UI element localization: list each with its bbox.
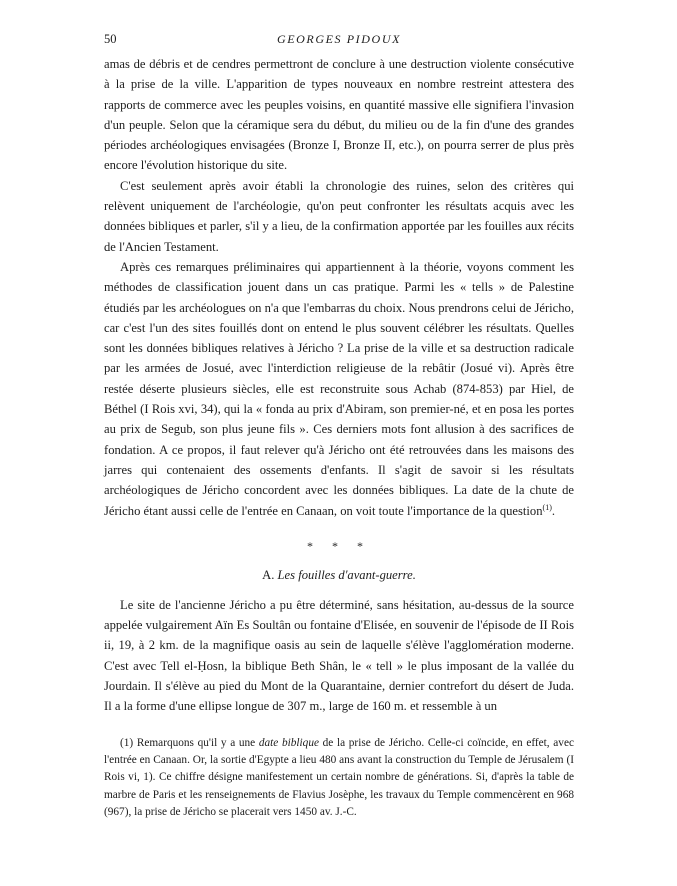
- section-title: Les fouilles d'avant-guerre.: [277, 567, 416, 582]
- page-header: [104, 32, 574, 54]
- footnote-marker: (1): [120, 736, 134, 749]
- paragraph-4: Le site de l'ancienne Jéricho a pu être déterminé, sans hésitation, au-dessus de la source appelée vulgairement Aïn Es Soultân ou fontaine d'Elisée, en souvenir de l'épisode de II Rois ii, 19, à 2 km. de la magnifique oasis au sein de laquelle s'élève l'agglomération moderne. C'est avec Tell el-Ḥosn, la biblique Beth Shân, le « tell » le plus imposant de la vallée du Jourdain. Il s'élève au pied du Mont de la Quarantaine, dernier contrefort du désert de Juda. Il a la forme d'une ellipse longue de 307 m., large de 160 m. et ressemble à un: [104, 597, 574, 714]
- footnote: [104, 735, 574, 822]
- book-page: [104, 32, 574, 822]
- footnote-reference[interactable]: (1): [542, 502, 552, 512]
- footnote-text-before: Remarquons qu'il y a une: [133, 736, 259, 749]
- section-letter: A.: [262, 567, 275, 582]
- page-number: 50: [104, 32, 117, 46]
- footnote-text-after: de la prise de Jéricho. Celle-ci coïncide, en effet, avec l'entrée en Canaan. Or, la sortie d'Egypte a lieu 480 ans avant la construction du Temple de Jérusalem (I Rois vi, 1). Ce chiffre désigne manifestement un certain nombre de générations. Si, d'après la table de marbre de Paris et les renseignements de Flavius Josèphe, les travaux du Temple commencèrent en 968 (967), la prise de Jéricho se placerait vers 1450 av. J.-C.: [104, 736, 574, 819]
- paragraph-3-text: Après ces remarques préliminaires qui appartiennent à la théorie, voyons comment les méthodes de classification jouent dans un cas pratique. Parmi les « tells » de Palestine étudiés par les archéologues on n'a que l'embarras du choix. Nous prendrons celui de Jéricho, car c'est l'un des sites fouillés dont on entend le plus souvent célébrer les résultats. Quelles sont les données bibliques relatives à Jéricho ? La prise de la ville et sa destruction radicale par les armées de Josué, avec l'interdiction religieuse de la rebâtir (Josué vi). Après être restée déserte plusieurs siècles, elle est reconstruite sous Achab (874-853) par Hiel, de Béthel (I Rois xvi, 34), qui la « fonda au prix d'Abiram, son premier-né, et en posa les portes au prix de Segub, son plus jeune fils ». Ces derniers mots font allusion à des sacrifices de fondation. A ce propos, il faut relever qu'à Jéricho ont été retrouvées dans les maisons des jarres qui contenaient des ossements d'enfants. Il s'agit de savoir si les résultats archéologiques de Jéricho concordent avec les données bibliques. La date de la chute de Jéricho étant aussi celle de l'entrée en Canaan, on voit toute l'importance de la question: [104, 259, 574, 518]
- asterism-divider: * * *: [307, 538, 371, 553]
- body-text: [104, 54, 574, 717]
- paragraph-3: [104, 257, 574, 521]
- footnote-italic: date biblique: [258, 736, 319, 749]
- section-heading: [104, 565, 574, 585]
- running-head: GEORGES PIDOUX: [276, 32, 402, 46]
- paragraph-2: C'est seulement après avoir établi la chronologie des ruines, selon des critères qui relèvent uniquement de l'archéologie, qu'on peut confronter les résultats acquis avec les données bibliques et parler, s'il y a lieu, de la confirmation apportée par les fouilles aux récits de l'Ancien Testament.: [104, 178, 574, 254]
- paragraph-1: amas de débris et de cendres permettront de conclure à une destruction violente consécutive à la prise de la ville. L'apparition de types nouveaux en nombre restreint attestera des rapports de commerce avec les peuples voisins, en quantité massive elle signifiera l'invasion d'un peuple. Selon que la céramique sera du début, du milieu ou de la fin d'une des grandes périodes archéologiques envisagées (Bronze I, Bronze II, etc.), on pourra serrer de plus près encore l'évolution historique du site.: [104, 57, 574, 173]
- paragraph-3-end: .: [551, 503, 556, 518]
